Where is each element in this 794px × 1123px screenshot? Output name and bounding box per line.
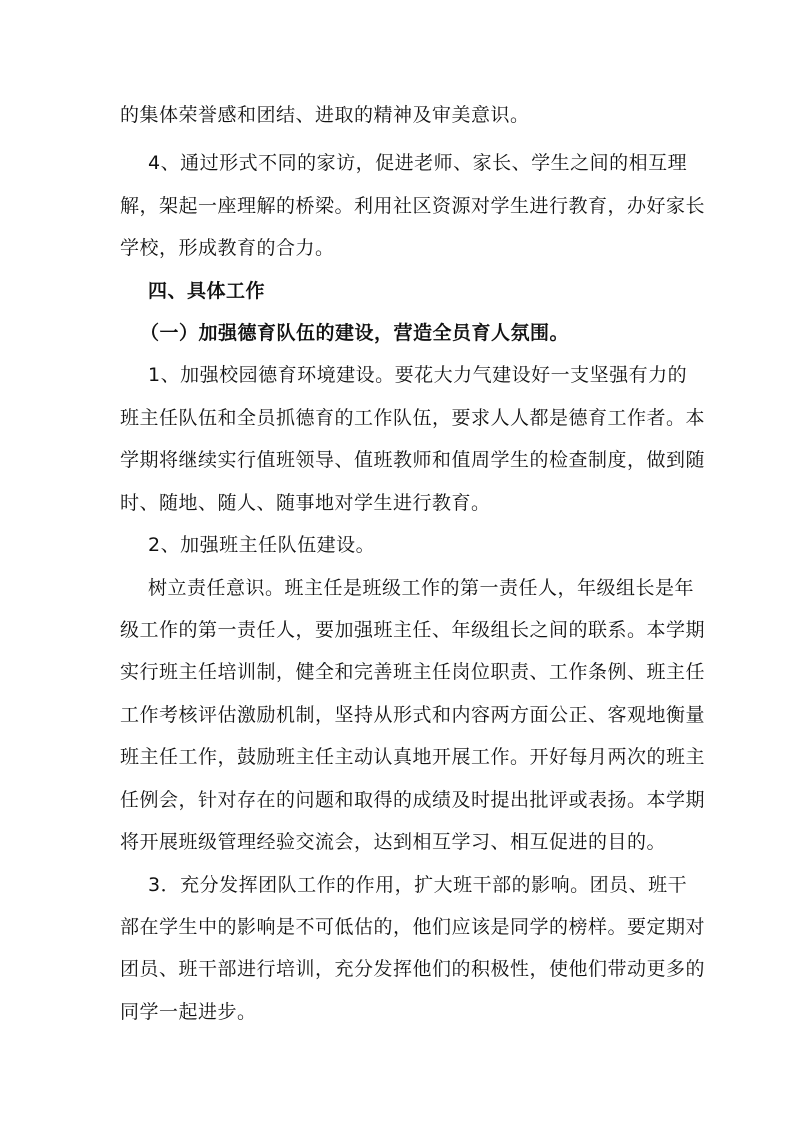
text-line: 班主任队伍和全员抓德育的工作队伍，要求人人都是德育工作者。本 <box>120 407 706 429</box>
text-line: 实行班主任培训制，健全和完善班主任岗位职责、工作条例、班主任 <box>120 661 706 683</box>
text-line: 时、随地、随人、随事地对学生进行教育。 <box>120 492 491 514</box>
text-line: 树立责任意识。班主任是班级工作的第一责任人，年级组长是年 <box>148 577 695 599</box>
text-line: 部在学生中的影响是不可低估的，他们应该是同学的榜样。要定期对 <box>120 916 706 938</box>
text-line: 学校，形成教育的合力。 <box>120 237 335 259</box>
text-line: 2、加强班主任队伍建设。 <box>148 534 376 556</box>
section-heading: 四、具体工作 <box>148 280 266 302</box>
text-line: 任例会，针对存在的问题和取得的成绩及时提出批评或表扬。本学期 <box>120 789 706 811</box>
text-line: 4、通过形式不同的家访，促进老师、家长、学生之间的相互理 <box>148 152 688 174</box>
text-line: 学期将继续实行值班领导、值班教师和值周学生的检查制度，做到随 <box>120 449 706 471</box>
text-line: 同学一起进步。 <box>120 1001 257 1023</box>
text-line: 班主任工作，鼓励班主任主动认真地开展工作。开好每月两次的班主 <box>120 746 706 768</box>
text-line: 解，架起一座理解的桥梁。利用社区资源对学生进行教育，办好家长 <box>120 195 706 217</box>
text-line: 级工作的第一责任人，要加强班主任、年级组长之间的联系。本学期 <box>120 619 706 641</box>
text-line: 工作考核评估激励机制，坚持从形式和内容两方面公正、客观地衡量 <box>120 704 706 726</box>
text-line: 团员、班干部进行培训，充分发挥他们的积极性，使他们带动更多的 <box>120 958 706 980</box>
text-line: 的集体荣誉感和团结、进取的精神及审美意识。 <box>120 104 530 126</box>
text-line: 1、加强校园德育环境建设。要花大力气建设好一支坚强有力的 <box>148 364 688 386</box>
subsection-heading: （一）加强德育队伍的建设，营造全员育人氛围。 <box>140 322 570 344</box>
text-line: 3．充分发挥团队工作的作用，扩大班干部的影响。团员、班干 <box>148 874 688 896</box>
text-line: 将开展班级管理经验交流会，达到相互学习、相互促进的目的。 <box>120 831 667 853</box>
